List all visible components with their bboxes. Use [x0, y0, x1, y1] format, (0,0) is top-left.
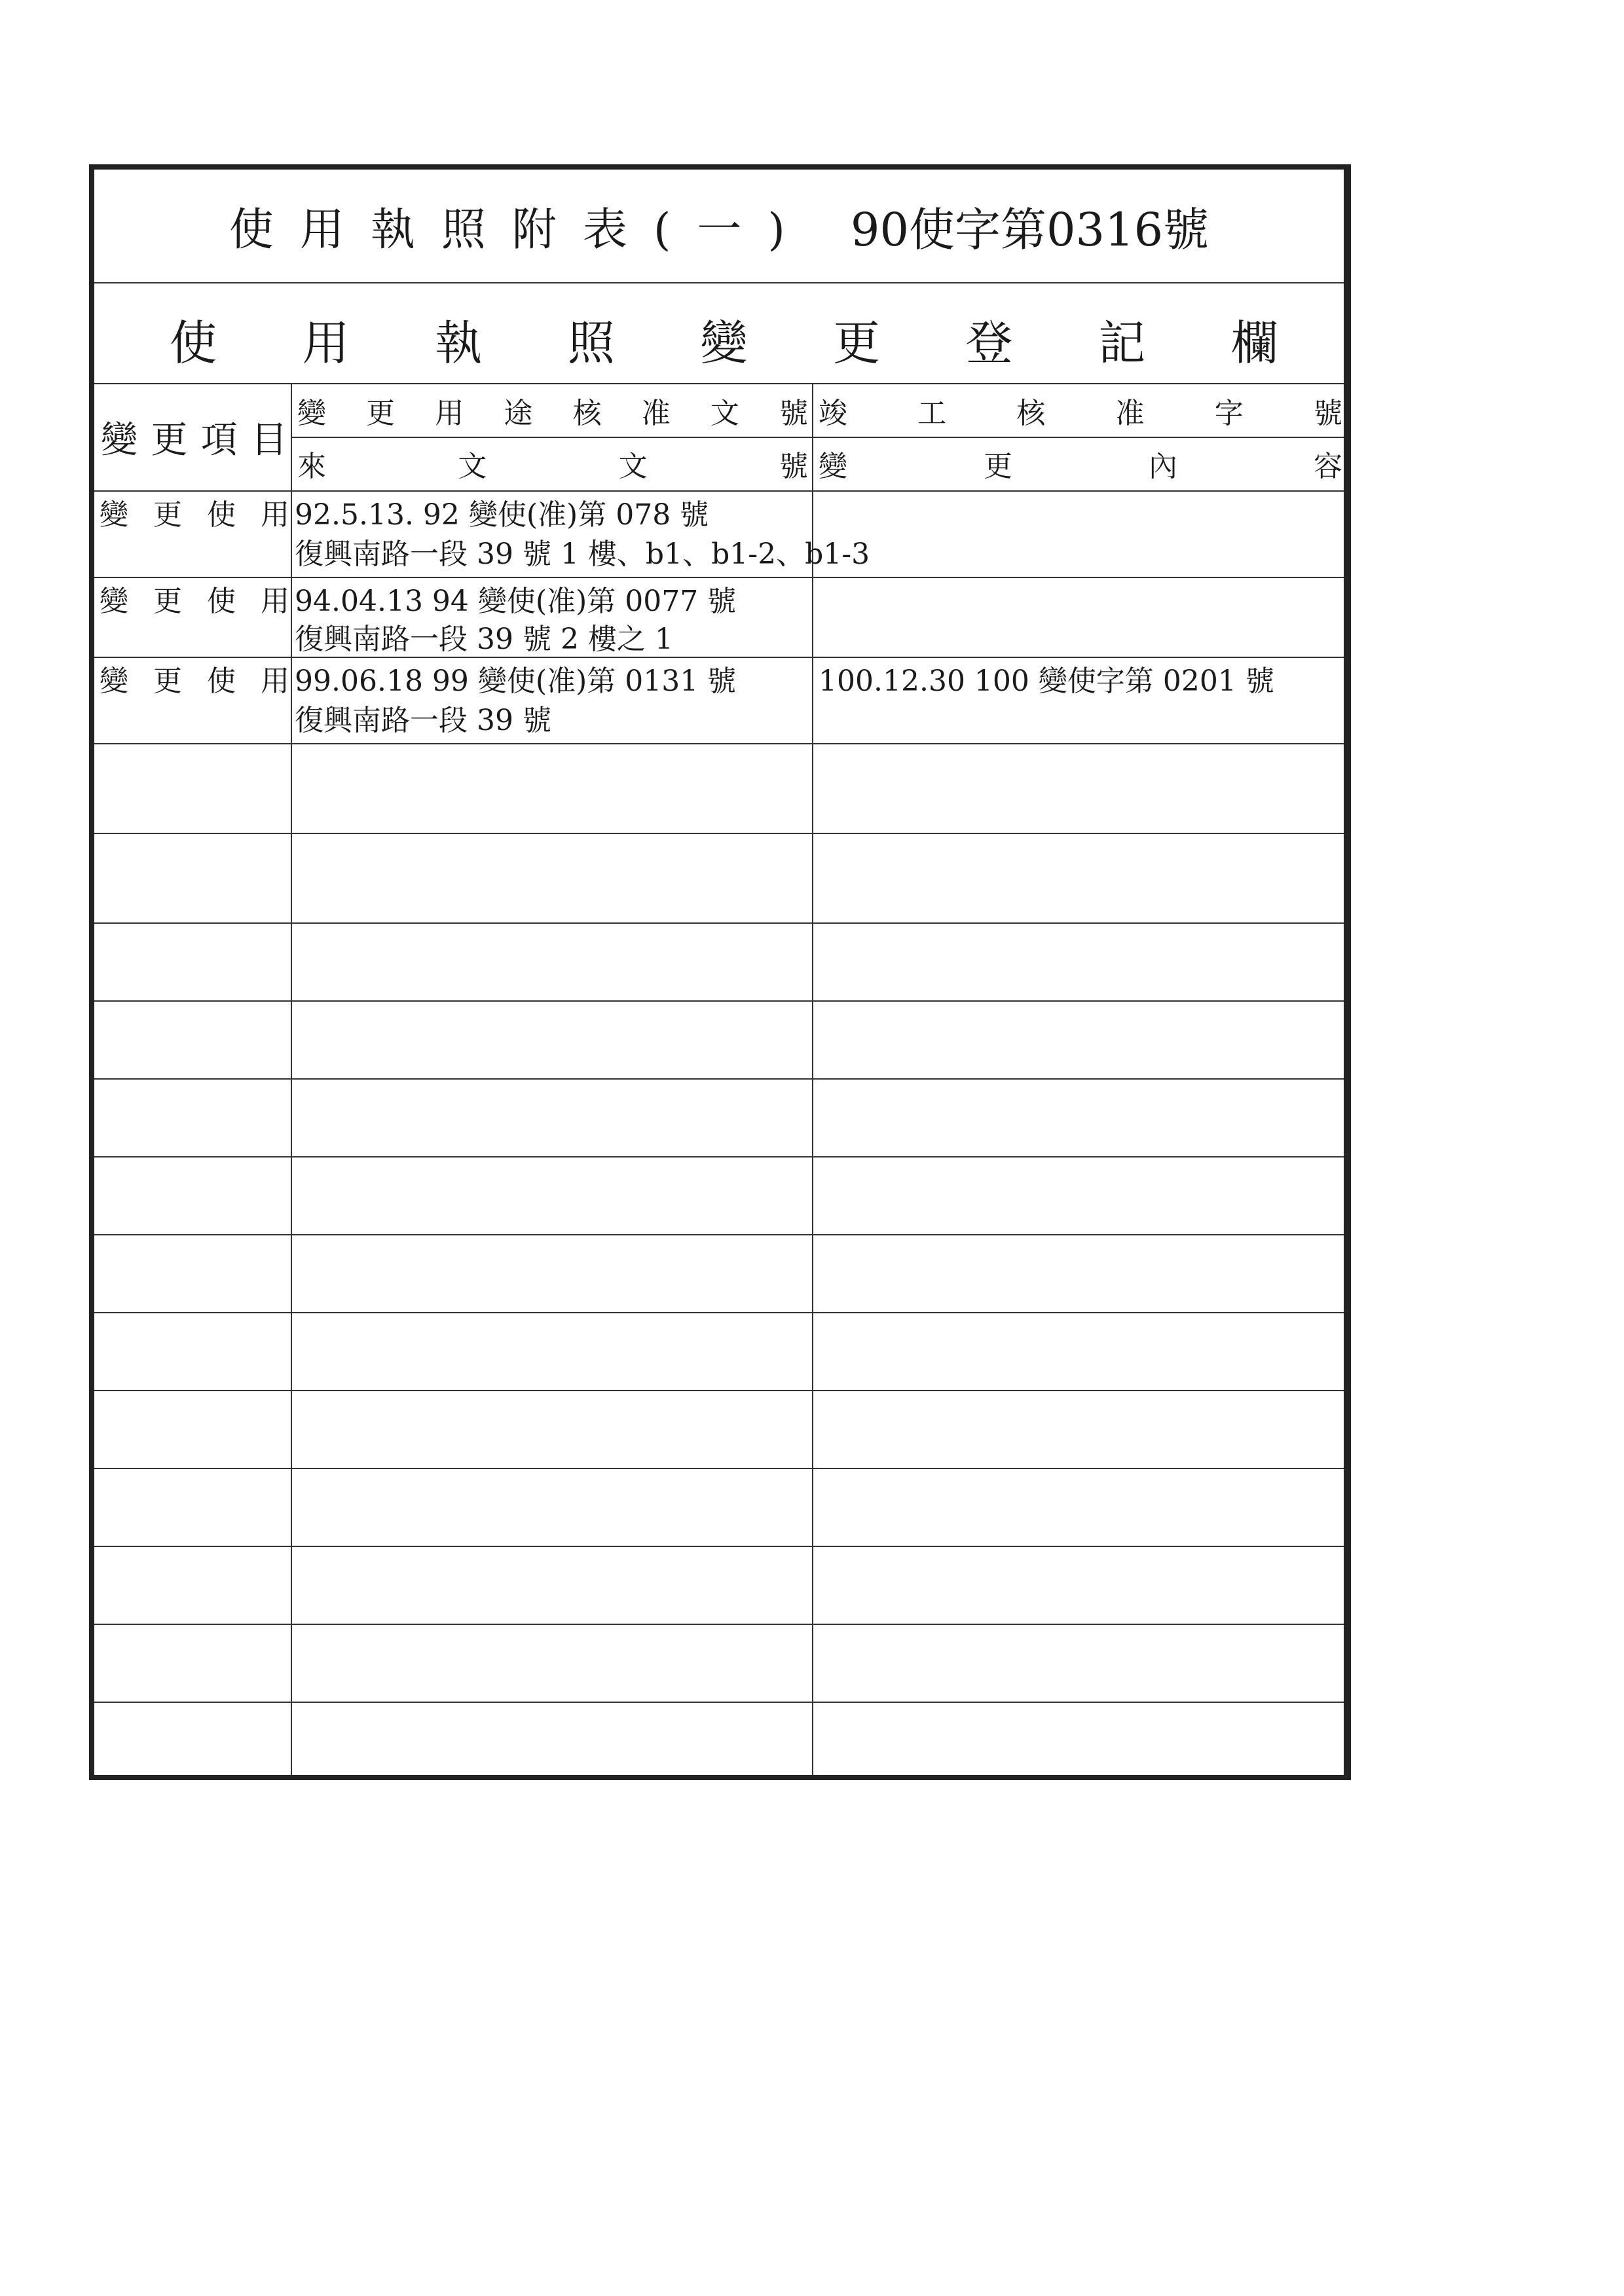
- header-char: 變: [297, 397, 326, 430]
- header-char: 文: [458, 450, 487, 483]
- row-2-doc-line2: 復興南路一段 39 號 2 樓之 1: [295, 623, 673, 656]
- header-char: 目: [250, 419, 287, 462]
- item-char: 使: [207, 665, 236, 698]
- form-title: [94, 170, 1344, 282]
- row-2-doc-line1: 94.04.13 94 變使(准)第 0077 號: [295, 585, 737, 618]
- header-char: 准: [1115, 397, 1145, 430]
- section-title-char: 更: [833, 316, 881, 371]
- row-divider: [94, 1156, 1344, 1157]
- row-3-doc-line1: 99.06.18 99 變使(准)第 0131 號: [295, 665, 737, 698]
- item-char: 用: [261, 665, 289, 698]
- row-divider: [94, 1624, 1344, 1625]
- header-char: 文: [618, 450, 648, 483]
- section-title-char: 變: [700, 316, 748, 371]
- section-title-char: 執: [435, 316, 483, 371]
- section-title-char: 用: [302, 316, 350, 371]
- row-1-doc-line2: 復興南路一段 39 號 1 樓、b1、b1-2、b1-3: [295, 538, 870, 571]
- header-char: 核: [1016, 397, 1046, 430]
- header-char: 變: [819, 450, 847, 483]
- row-divider: [94, 1390, 1344, 1391]
- row-2-item: [100, 583, 289, 620]
- section-title-char: 欄: [1230, 316, 1278, 371]
- row-divider: [94, 1702, 1344, 1703]
- item-char: 變: [100, 498, 128, 532]
- header-char: 內: [1149, 450, 1177, 483]
- row-1-item: [100, 497, 289, 534]
- item-char: 更: [153, 585, 182, 618]
- row-1-doc-line1: 92.5.13. 92 變使(准)第 078 號: [295, 498, 709, 532]
- row-divider: [94, 1546, 1344, 1547]
- header-char: 號: [779, 397, 808, 430]
- row-3-item: [100, 663, 289, 700]
- row-3-doc-line2: 復興南路一段 39 號: [295, 704, 551, 737]
- header-bottom-divider: [94, 490, 1344, 492]
- header-char: 變: [101, 419, 138, 462]
- header-char: 准: [641, 397, 671, 430]
- row-divider: [94, 1312, 1344, 1313]
- header-approval-doc: [297, 386, 808, 435]
- header-incoming-doc: [297, 438, 808, 489]
- row-divider: [94, 1234, 1344, 1235]
- row-3-completion: 100.12.30 100 變使字第 0201 號: [819, 665, 1274, 698]
- header-change-content: [819, 438, 1342, 489]
- header-char: 字: [1214, 397, 1244, 430]
- header-char: 項: [200, 419, 238, 462]
- header-char: 更: [366, 397, 396, 430]
- header-char: 文: [710, 397, 739, 430]
- item-char: 更: [153, 498, 182, 532]
- row-divider: [94, 657, 1344, 658]
- row-divider: [94, 577, 1344, 578]
- row-divider: [94, 1000, 1344, 1002]
- section-title: [170, 286, 1278, 392]
- header-char: 用: [435, 397, 464, 430]
- header-char: 號: [1313, 397, 1342, 430]
- form-title-main: 使用執照附表(一): [229, 204, 811, 256]
- row-divider: [94, 1468, 1344, 1469]
- section-title-char: 照: [567, 316, 615, 371]
- section-title-char: 登: [965, 316, 1013, 371]
- header-char: 更: [984, 450, 1012, 483]
- header-char: 核: [572, 397, 602, 430]
- header-completion: [819, 386, 1342, 435]
- row-divider: [94, 743, 1344, 744]
- header-char: 號: [779, 450, 808, 483]
- item-char: 變: [100, 665, 128, 698]
- row-divider: [94, 833, 1344, 834]
- item-char: 用: [261, 585, 289, 618]
- header-char: 容: [1314, 450, 1342, 483]
- divider: [94, 282, 1344, 283]
- header-change-item: [101, 383, 287, 492]
- item-char: 使: [207, 585, 236, 618]
- header-char: 竣: [819, 397, 847, 430]
- header-char: 更: [151, 419, 188, 462]
- header-char: 工: [917, 397, 947, 430]
- item-char: 更: [153, 665, 182, 698]
- item-char: 變: [100, 585, 128, 618]
- row-divider: [94, 1078, 1344, 1080]
- item-char: 使: [207, 498, 236, 532]
- license-number: 90使字第0316號: [850, 202, 1209, 257]
- item-char: 用: [261, 498, 289, 532]
- row-divider: [94, 922, 1344, 924]
- license-change-form: [89, 164, 1351, 1780]
- header-char: 來: [297, 450, 326, 483]
- header-char: 途: [504, 397, 533, 430]
- section-title-char: 記: [1098, 316, 1146, 371]
- section-title-char: 使: [170, 316, 217, 371]
